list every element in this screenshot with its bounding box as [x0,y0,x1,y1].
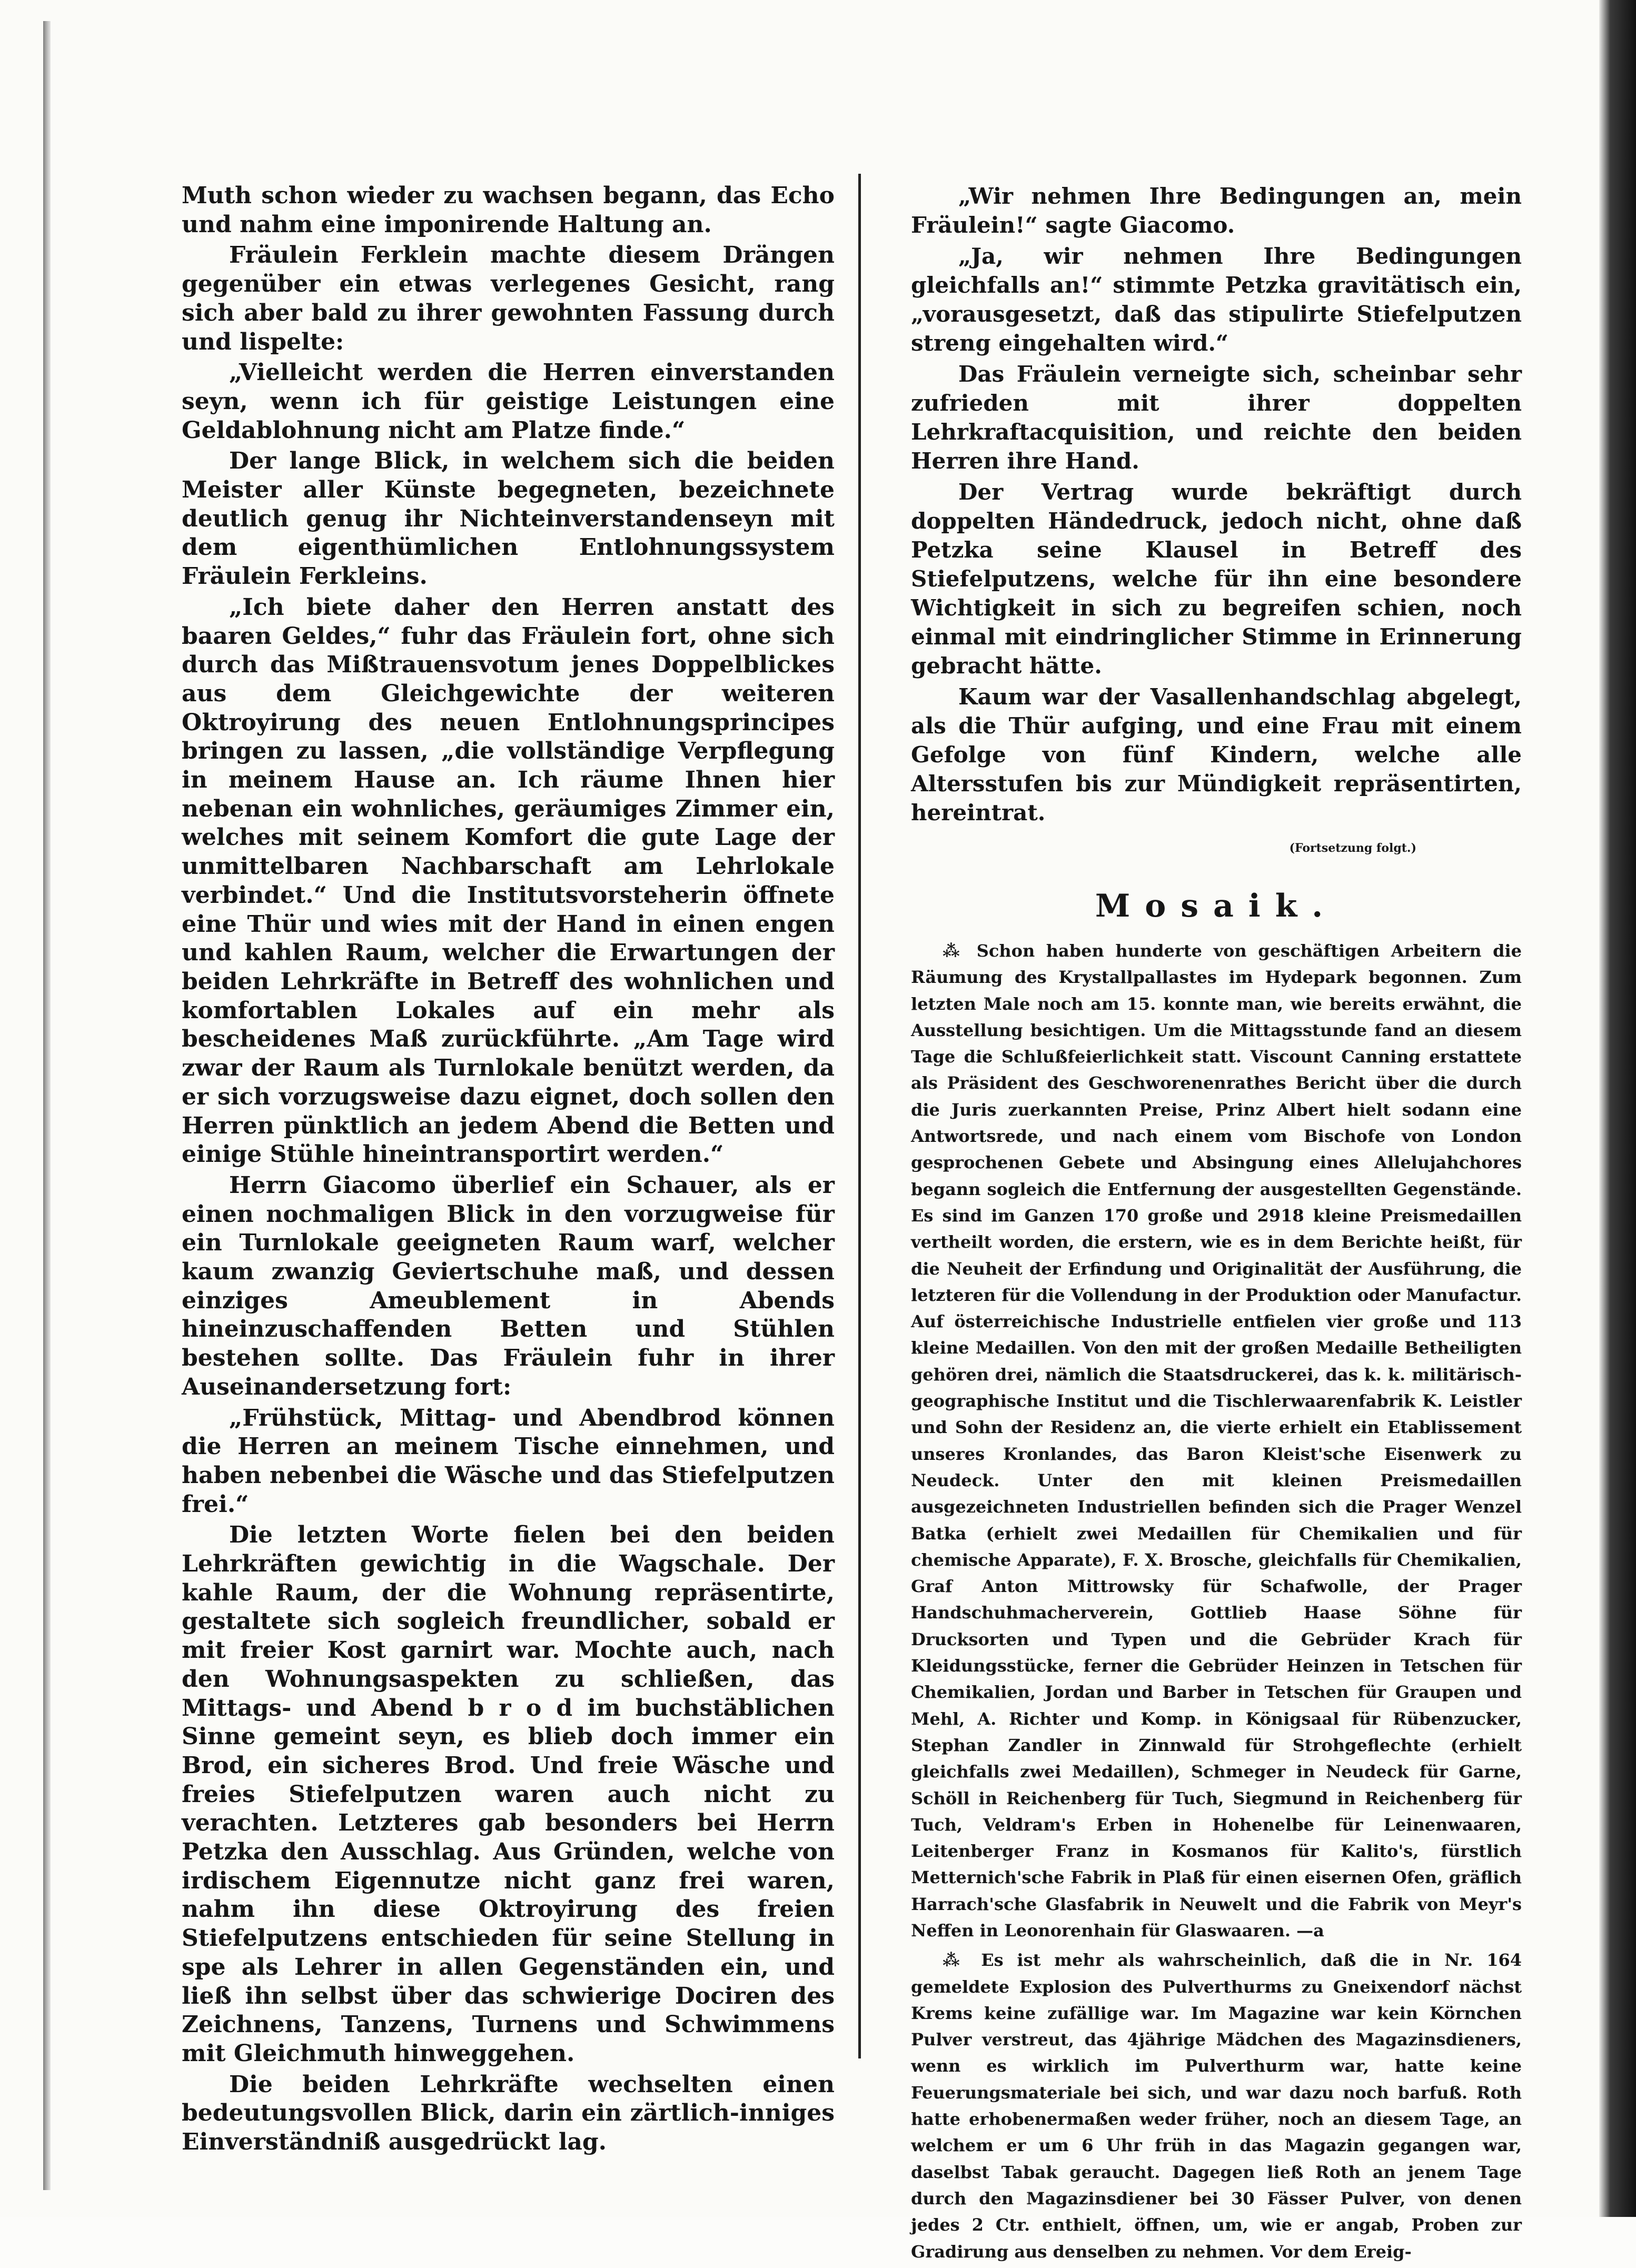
scan-edge-left [43,21,51,2190]
asterism-icon: ⁂ [943,941,966,961]
scan-edge-right [1599,0,1636,2217]
paragraph: Muth schon wieder zu wachsen begann, das Echo und nahm eine imponirende Haltung an. [182,182,835,238]
paragraph: Das Fräulein verneigte sich, scheinbar sehr zufrieden mit ihrer doppelten Lehrkraftacquisition, und reichte den beiden Herren ihre Hand. [911,361,1522,474]
paragraph: „Ja, wir nehmen Ihre Bedingungen gleichfalls an!“ stimmte Petzka gravitätisch ein, „vorausgesetzt, daß das stipulirte Stiefelputzen streng eingehalten wird.“ [911,243,1522,356]
continued-note: (Fortsetzung folgt.) [1289,841,1416,855]
left-column [182,182,835,2159]
paragraph: „Frühstück, Mittag- und Abendbrod können die Herren an meinem Tische einnehmen, und haben nebenbei die Wäsche und das Stiefelputzen frei.“ [182,1404,835,1518]
mosaik-item [911,938,1522,1944]
paragraph: Der lange Blick, in welchem sich die beiden Meister aller Künste begegneten, bezeichnete deutlich genug ihr Nichteinverstandenseyn mit dem eigenthümlichen Entlohnungssystem Fräulein Ferkleins. [182,447,835,590]
paragraph: „Ich biete daher den Herren anstatt des baaren Geldes,“ fuhr das Fräulein fort, ohne sich durch das Mißtrauensvotum jenes Doppelblickes aus dem Gleichgewichte der weiteren Oktroyirung des neuen Entlohnungsprincipes bringen zu lassen, „die vollständige Verpflegung in meinem Hause an. Ich räume Ihnen hier nebenan ein wohnliches, geräumiges Zimmer ein, welches mit seinem Komfort die gute Lage der unmittelbaren Nachbarschaft am Lehrlokale verbindet.“ Und die Institutsvorsteherin öffnete eine Thür und wies mit der Hand in einen engen und kahlen Raum, welcher die Erwartungen der beiden Lehrkräfte in Betreff des wohnlichen und komfortablen Lokales auf ein mehr als bescheidenes Maß zurückführte. „Am Tage wird zwar der Raum als Turnlokale benützt werden, da er sich vorzugsweise dazu eignet, doch sollen den Herren pünktlich an jedem Abend die Betten und einige Stühle hineintransportirt werden.“ [182,593,835,1168]
right-column [911,182,1522,2268]
column-divider [858,174,861,2058]
author-signature: —a [1296,1920,1324,1941]
mosaik-item-text: Schon haben hunderte von geschäftigen Arbeitern die Räumung des Krystallpallastes im Hydepark begonnen. Zum letzten Male noch am 15. konnte man, wie bereits erwähnt, die Ausstellung besichtigen. Um die Mittagsstunde fand an diesem Tage die Schlußfeierlichkeit statt. Viscount Canning erstattete als Präsident des Geschworenenrathes Bericht über die durch die Juris zuerkannten Preise, Prinz Albert hielt sodann eine Antwortsrede, und nach einem vom Bischofe von London gesprochenen Gebete und Absingung eines Allelujahchores begann sogleich die Entfernung der ausgestellten Gegenstände. Es sind im Ganzen 170 große und 2918 kleine Preismedaillen vertheilt worden, die erstern, wie es in dem Berichte heißt, für die Neuheit der Erfindung und Originalität der Ausführung, die letzteren für die Vollendung in der Produktion oder Manufactur. Auf österreichische Industrielle entfielen vier große und 113 kleine Medaillen. Von den mit der großen Medaille Betheiligten gehören drei, nämlich die Staatsdruckerei, das k. k. militärisch-geographische Institut und die Tischlerwaarenfabrik K. Leistler und Sohn der Residenz an, die vierte erhielt ein Etablissement unseres Kronlandes, das Baron Kleist'sche Eisenwerk zu Neudeck. Unter den mit kleinen Preismedaillen ausgezeichneten Industriellen befinden sich die Prager Wenzel Batka (erhielt zwei Medaillen für Chemikalien und für chemische Apparate), F. X. Brosche, gleichfalls für Chemikalien, Graf Anton Mittrowsky für Schafwolle, der Prager Handschuhmacherverein, Gottlieb Haase Söhne für Drucksorten und Typen und die Gebrüder Krach für Kleidungsstücke, ferner die Gebrüder Heinzen in Tetschen für Chemikalien, Jordan und Barber in Tetschen für Graupen und Mehl, A. Richter und Komp. in Königsaal für Rübenzucker, Stephan Zandler in Zinnwald für Strohgeflechte (erhielt gleichfalls zwei Medaillen), Schmeger in Neudeck für Garne, Schöll in Reichenberg für Tuch, Siegmund in Reichenberg für Tuch, Veldram's Erben in Hohenelbe für Leinenwaaren, Leitenberger Franz in Kosmanos für Kalito's, fürstlich Metternich'sche Fabrik in Plaß für einen eisernen Ofen, gräflich Harrach'sche Glasfabrik in Neuwelt und die Fabrik von Meyr's Neffen in Leonorenhain für Glaswaaren. [911,941,1522,1941]
paragraph: Herrn Giacomo überlief ein Schauer, als er einen nochmaligen Blick in den vorzugweise für ein Turnlokale geeigneten Raum warf, welcher kaum zwanzig Geviertschuhe maß, und dessen einziges Ameublement in Abends hineinzuschaffenden Betten und Stühlen bestehen sollte. Das Fräulein fuhr in ihrer Auseinandersetzung fort: [182,1171,835,1400]
mosaik-item-text: Es ist mehr als wahrscheinlich, daß die in Nr. 164 gemeldete Explosion des Pulverthurms zu Gneixendorf nächst Krems keine zufällige war. Im Magazine war kein Körnchen Pulver verstreut, das 4jährige Mädchen des Magazinsdieners, wenn es wirklich im Pulverthurm war, hatte keine Feuerungsmateriale bei sich, und war dazu noch barfuß. Roth hatte erhobenermaßen weder früher, noch an diesem Tage, an welchem er um 6 Uhr früh in das Magazin gegangen war, daselbst Tabak geraucht. Dagegen ließ Roth an jenem Tage durch den Magazinsdiener bei 30 Fässer Pulver, von denen jedes 2 Ctr. enthielt, öffnen, um, wie er angab, Proben zur Gradirung aus denselben zu nehmen. Vor dem Ereig- [911,1950,1522,2262]
paragraph: „Wir nehmen Ihre Bedingungen an, mein Fräulein!“ sagte Giacomo. [911,183,1522,238]
paragraph: „Vielleicht werden die Herren einverstanden seyn, wenn ich für geistige Leistungen eine Geldablohnung nicht am Platze finde.“ [182,359,835,444]
paragraph: Die beiden Lehrkräfte wechselten einen bedeutungsvollen Blick, darin ein zärtlich-inniges Einverständniß ausgedrückt lag. [182,2071,835,2156]
paragraph: Der Vertrag wurde bekräftigt durch doppelten Händedruck, jedoch nicht, ohne daß Petzka seine Klausel in Betreff des Stiefelputzens, welche für ihn eine besondere Wichtigkeit in sich zu begreifen schien, noch einmal mit eindringlicher Stimme in Erinnerung gebracht hätte. [911,479,1522,679]
asterism-icon: ⁂ [943,1950,968,1971]
mosaik-section [911,938,1522,2265]
paragraph: Kaum war der Vasallenhandschlag abgelegt, als die Thür aufging, und eine Frau mit einem Gefolge von fünf Kindern, welche alle Altersstufen bis zur Mündigkeit repräsentirten, hereintrat. [911,684,1522,825]
mosaik-item [911,1947,1522,2265]
section-title-mosaik: Mosaik. [1095,888,1338,924]
paragraph: Die letzten Worte fielen bei den beiden Lehrkräften gewichtig in die Wagschale. Der kahle Raum, der die Wohnung repräsentirte, gestaltete sich sogleich freundlicher, sobald er mit freier Kost garnirt war. Mochte auch, nach den Wohnungsaspekten zu schließen, das Mittags- und Abend b r o d im buchstäblichen Sinne gemeint seyn, es blieb doch immer ein Brod, ein sicheres Brod. Und freie Wäsche und freies Stiefelputzen waren auch nicht zu verachten. Letzteres gab besonders bei Herrn Petzka den Ausschlag. Aus Gründen, welche von irdischem Eigennutze nicht ganz frei waren, nahm ihn diese Oktroyirung des freien Stiefelputzens entschieden für seine Stellung in spe als Lehrer in allen Gegenständen ein, und ließ ihn selbst über das schwierige Dociren des Zeichnens, Tanzens, Turnens und Schwimmens mit Gleichmuth hinweggehen. [182,1521,835,2067]
story-continuation [911,182,1522,827]
paragraph: Fräulein Ferklein machte diesem Drängen gegenüber ein etwas verlegenes Gesicht, rang sich aber bald zu ihrer gewohnten Fassung durch und lispelte: [182,242,835,355]
